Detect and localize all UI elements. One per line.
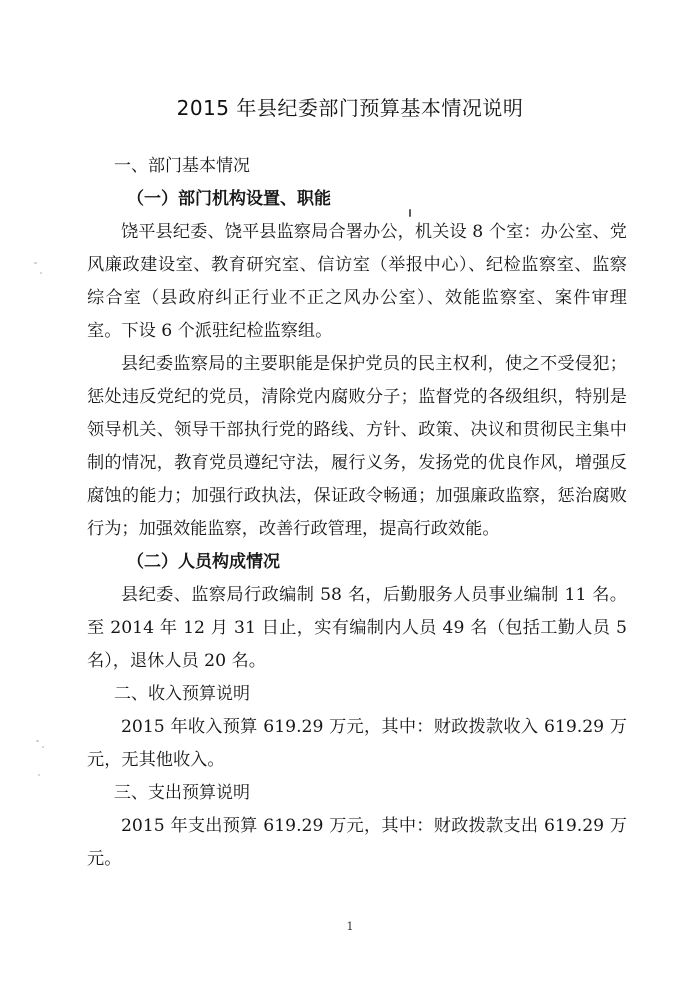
scan-speck (34, 262, 37, 264)
document-title: 2015 年县纪委部门预算基本情况说明 (176, 96, 524, 120)
subsection-heading-structure: （一）部门机构设置、职能 (127, 189, 331, 209)
scan-speck (42, 746, 44, 748)
scan-speck (409, 209, 411, 217)
section-heading-expenditure: 三、支出预算说明 (114, 783, 250, 803)
paragraph-structure: 饶平县纪委、饶平县监察局合署办公，机关设 8 个室：办公室、党风廉政建设室、教育研究室、信访室（举报中心）、纪检监察室、监察综合室（县政府纠正行业不正之风办公室）、效能监察室、案件审理室。下设 6 个派驻纪检监察组。 (87, 222, 627, 341)
section-heading-income: 二、收入预算说明 (114, 684, 250, 704)
scan-speck (38, 774, 40, 776)
section-heading-basic-info: 一、部门基本情况 (114, 156, 250, 176)
scan-speck (36, 740, 39, 742)
paragraph-functions: 县纪委监察局的主要职能是保护党员的民主权利，使之不受侵犯；惩处违反党纪的党员，清除党内腐败分子；监督党的各级组织，特别是领导机关、领导干部执行党的路线、方针、政策、决议和贯彻民主集中制的情况，教育党员遵纪守法，履行义务，发扬党的优良作风，增强反腐蚀的能力；加强行政执法，保证政令畅通；加强廉政监察，惩治腐败行为；加强效能监察，改善行政管理，提高行政效能。 (87, 354, 627, 539)
paragraph-income: 2015 年收入预算 619.29 万元，其中：财政拨款收入 619.29 万元，无其他收入。 (87, 717, 627, 770)
scan-speck (40, 272, 42, 274)
paragraph-staffing: 县纪委、监察局行政编制 58 名，后勤服务人员事业编制 11 名。至 2014 年 12 月 31 日止，实有编制内人员 49 名（包括工勤人员 5 名），退休人员 20 名。 (87, 585, 627, 671)
subsection-heading-staffing: （二）人员构成情况 (127, 552, 280, 572)
document-body (87, 150, 627, 876)
paragraph-expenditure: 2015 年支出预算 619.29 万元，其中：财政拨款支出 619.29 万元。 (87, 816, 627, 869)
page-number: 1 (346, 920, 354, 933)
